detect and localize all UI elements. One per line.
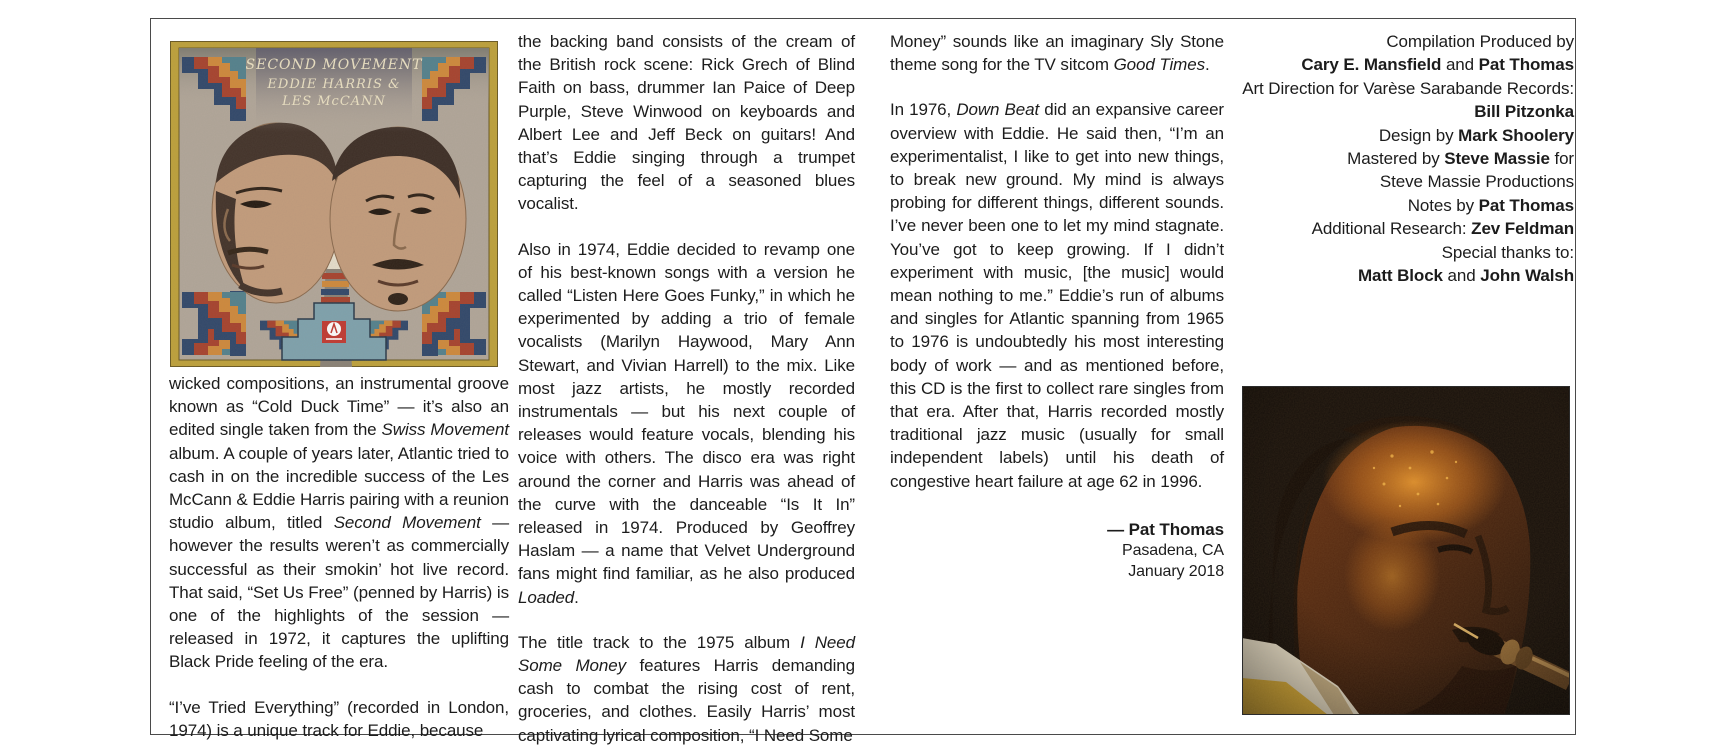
text-column-1 [169, 372, 509, 750]
credit-line: Mastered by Steve Massie for [1347, 149, 1574, 169]
saxophonist-photo [1242, 386, 1570, 715]
credit-line: Matt Block and John Walsh [1357, 266, 1574, 286]
credit-line: Compilation Produced by [1386, 32, 1574, 51]
credit-line: Design by Mark Shoolery [1378, 125, 1574, 145]
credits-block [1230, 30, 1574, 287]
author-date: January 2018 [1128, 562, 1224, 580]
credit-line: Steve Massie Productions [1379, 172, 1574, 192]
author-signature [890, 519, 1224, 582]
credit-line: Cary E. Mansfield and Pat Thomas [1301, 55, 1574, 75]
body-paragraph: Money” sounds like an imaginary Sly Stone theme song for the TV sitcom Good Times. [890, 32, 1224, 75]
body-paragraph: wicked compositions, an instrumental groove known as “Cold Duck Time” — it’s also an edited single taken from the Swiss Movement album. A couple of years later, Atlantic tried to cash in on the incredible success of the Les McCann & Eddie Harris pairing with a reunion studio album, titled Second Movement — however the results weren’t as commercially successful as their smokin’ hot live record. That said, “Set Us Free” (penned by Harris) is one of the highlights of the session — released in 1972, it captures the uplifting Black Pride feeling of the era. [169, 374, 509, 672]
credit-line: Art Direction for Varèse Sarabande Records: [1242, 78, 1574, 98]
credit-line: Bill Pitzonka [1474, 102, 1574, 122]
body-paragraph: the backing band consists of the cream of the British rock scene: Rick Grech of Blind Faith on bass, drummer Ian Paice of Deep Purple, Steve Winwood on keyboards and Albert Lee and Jeff Beck on guitars! And that’s Eddie singing through a trumpet capturing the feel of a seasoned blues vocalist. [518, 32, 855, 214]
album-cover-illustration [170, 41, 498, 367]
saxophonist-photo-image [1242, 386, 1570, 715]
credit-line: Additional Research: Zev Feldman [1311, 219, 1574, 239]
author-name: — Pat Thomas [1107, 519, 1224, 539]
body-paragraph: In 1976, Down Beat did an expansive career overview with Eddie. He said then, “I’m an experimentalist, I like to get into new things, to break new ground. My mind is always probing for different things, different sounds. I’ve never been one to let my mind stagnate. You’ve got to keep growing. If I didn’t experiment with music, [the music] would mean nothing to me.” Eddie’s run of albums and singles for Atlantic spanning from 1965 to 1976 is undoubtedly his most interesting body of work — and as mentioned before, this CD is the first to collect rare singles from that era. After that, Harris recorded mostly traditional jazz music (usually for small independent labels) until his death of congestive heart failure at age 62 in 1996. [890, 100, 1224, 491]
author-city: Pasadena, CA [1122, 541, 1224, 559]
text-column-2 [518, 30, 855, 750]
body-paragraph: Also in 1974, Eddie decided to revamp one of his best-known songs with a version he called “Listen Here Goes Funky,” in which he experimented by adding a trio of female vocalists (Marilyn Haywood, Mary Ann Stewart, and Vivian Harrell) to the mix. Like most jazz artists, he mostly recorded instrumentals — but his next couple of releases would feature vocals, blending his voice with others. The disco era was right around the corner and Harris was ahead of the curve with the danceable “Is It In” released in 1974. Produced by Geoffrey Haslam — a name that Velvet Underground fans might find familiar, as he also produced Loaded. [518, 239, 855, 607]
album-cover-art [170, 41, 498, 367]
text-column-3 [890, 30, 1224, 582]
credit-line: Special thanks to: [1441, 242, 1574, 262]
body-paragraph: The title track to the 1975 album I Need Some Money features Harris demanding cash to combat the rising cost of rent, groceries, and clothes. Easily Harris’ most captivating lyrical composition, “I Need Some [518, 632, 855, 745]
credit-line: Notes by Pat Thomas [1407, 195, 1574, 215]
body-paragraph: “I’ve Tried Everything” (recorded in London, 1974) is a unique track for Eddie, because [169, 697, 509, 740]
